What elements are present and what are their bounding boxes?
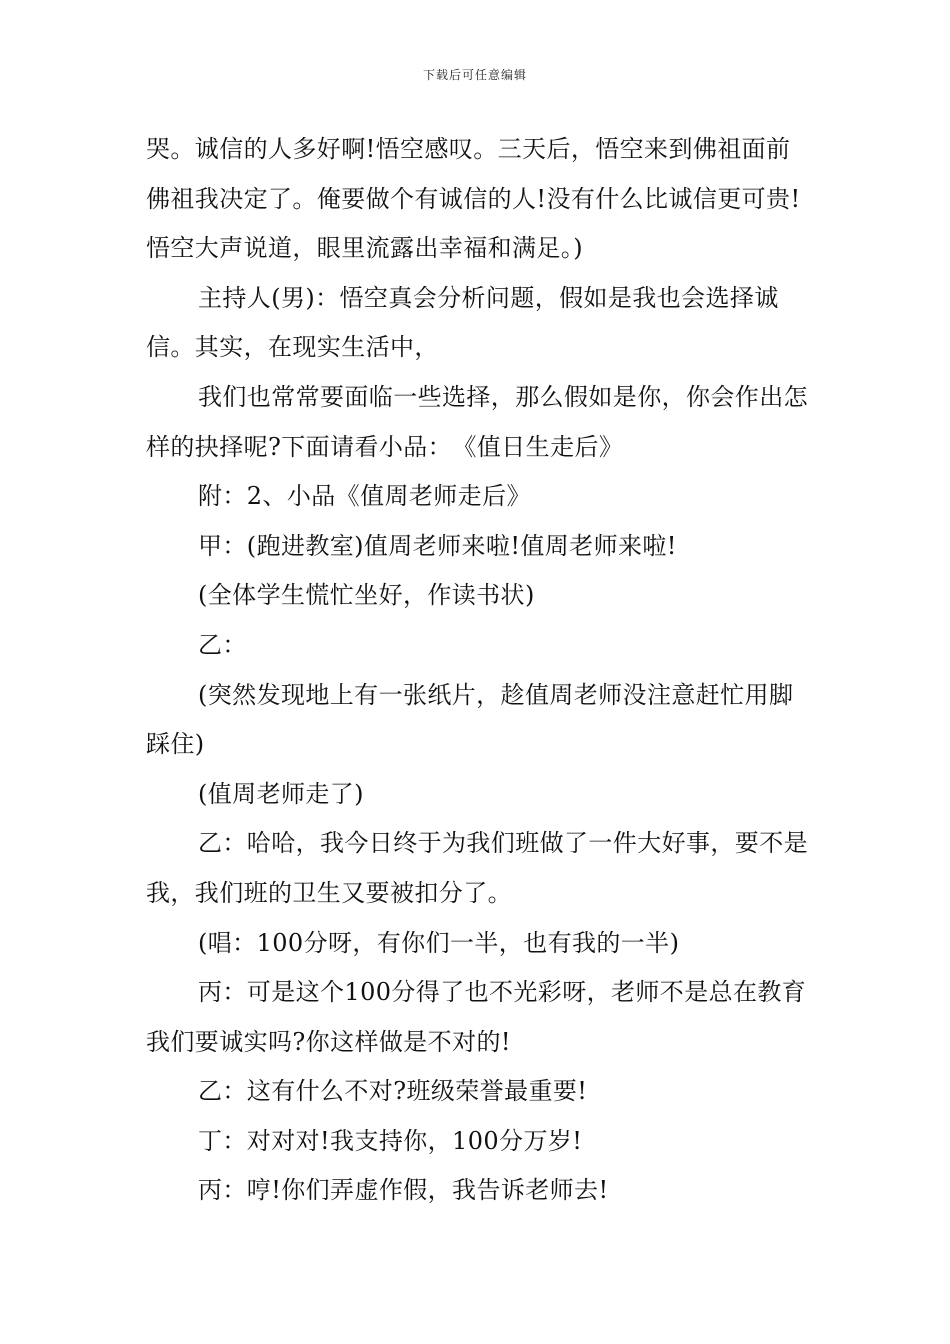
document-body [146,125,811,1216]
paragraph-12: 丙：可是这个100分得了也不光彩呀，老师不是总在教育我们要诚实吗?你这样做是不对的! [146,978,807,1056]
paragraph-10: 乙：哈哈，我今日终于为我们班做了一件大好事，要不是我，我们班的卫生又要被扣分了。 [146,829,808,907]
paragraph-14: 丁：对对对!我支持你，100分万岁! [198,1126,583,1155]
paragraph-7: 乙： [198,630,247,659]
paragraph-5: 甲：(跑进教室)值周老师来啦!值周老师来啦! [198,531,677,560]
paragraph-11: (唱：100分呀，有你们一半，也有我的一半) [198,928,680,957]
paragraph-1: 哭。诚信的人多好啊!悟空感叹。三天后，悟空来到佛祖面前佛祖我决定了。俺要做个有诚信的人!没有什么比诚信更可贵!悟空大声说道，眼里流露出幸福和满足。) [146,135,801,263]
paragraph-8: (突然发现地上有一张纸片，趁值周老师没注意赶忙用脚踩住) [146,680,794,759]
paragraph-4: 附：2、小品《值周老师走后》 [198,482,531,511]
paragraph-6: (全体学生慌忙坐好，作读书状) [198,581,535,610]
page-header: 下载后可任意编辑 [422,68,527,82]
paragraph-3: 我们也常常要面临一些选择，那么假如是你，你会作出怎样的抉择呢?下面请看小品： 《值日生走后》 [146,382,808,461]
paragraph-2: 主持人(男)：悟空真会分析问题，假如是我也会选择诚信。其实，在现实生活中， [146,283,779,362]
paragraph-9: (值周老师走了) [198,779,364,808]
paragraph-13: 乙：这有什么不对?班级荣誉最重要! [198,1077,588,1106]
paragraph-15: 丙：哼!你们弄虚作假，我告诉老师去! [198,1176,609,1205]
